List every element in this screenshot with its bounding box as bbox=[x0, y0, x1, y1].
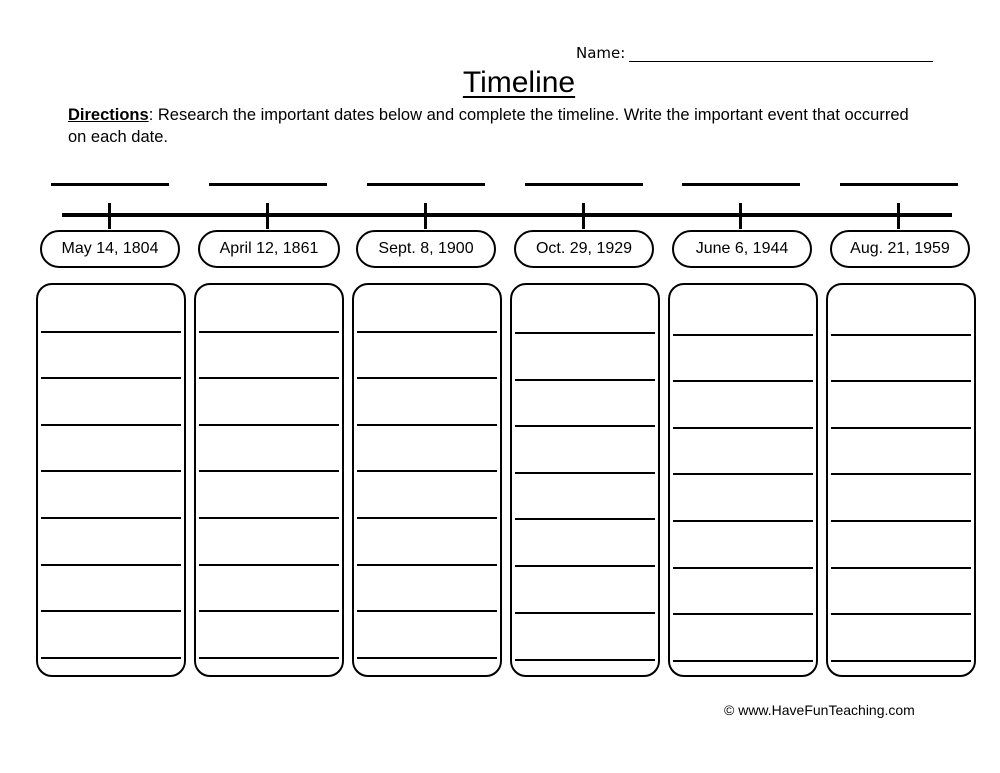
name-field bbox=[576, 44, 933, 62]
writing-line[interactable] bbox=[357, 424, 497, 426]
writing-line[interactable] bbox=[673, 660, 813, 662]
date-label-1: May 14, 1804 bbox=[40, 230, 180, 268]
date-label-4: Oct. 29, 1929 bbox=[514, 230, 654, 268]
date-label-5: June 6, 1944 bbox=[672, 230, 812, 268]
writing-line[interactable] bbox=[673, 334, 813, 336]
writing-line[interactable] bbox=[199, 331, 339, 333]
timeline-blank-5[interactable] bbox=[682, 183, 800, 186]
writing-line[interactable] bbox=[515, 565, 655, 567]
writing-line[interactable] bbox=[199, 377, 339, 379]
writing-line[interactable] bbox=[199, 564, 339, 566]
timeline-tick-5 bbox=[739, 203, 742, 229]
writing-line[interactable] bbox=[831, 567, 971, 569]
writing-line[interactable] bbox=[41, 424, 181, 426]
timeline-tick-4 bbox=[582, 203, 585, 229]
writing-line[interactable] bbox=[515, 659, 655, 661]
writing-line[interactable] bbox=[673, 380, 813, 382]
writing-line[interactable] bbox=[41, 564, 181, 566]
writing-line[interactable] bbox=[357, 610, 497, 612]
writing-line[interactable] bbox=[41, 517, 181, 519]
writing-line[interactable] bbox=[357, 564, 497, 566]
writing-line[interactable] bbox=[357, 657, 497, 659]
event-box-6[interactable] bbox=[826, 283, 976, 677]
writing-line[interactable] bbox=[515, 518, 655, 520]
timeline-tick-2 bbox=[266, 203, 269, 229]
writing-line[interactable] bbox=[41, 470, 181, 472]
date-label-2: April 12, 1861 bbox=[198, 230, 340, 268]
writing-line[interactable] bbox=[41, 377, 181, 379]
writing-line[interactable] bbox=[515, 379, 655, 381]
timeline-blank-1[interactable] bbox=[51, 183, 169, 186]
copyright-footer: © www.HaveFunTeaching.com bbox=[724, 702, 915, 718]
timeline-tick-6 bbox=[897, 203, 900, 229]
writing-line[interactable] bbox=[199, 610, 339, 612]
timeline-blank-3[interactable] bbox=[367, 183, 485, 186]
date-label-6: Aug. 21, 1959 bbox=[830, 230, 970, 268]
writing-line[interactable] bbox=[357, 517, 497, 519]
event-box-2[interactable] bbox=[194, 283, 344, 677]
writing-line[interactable] bbox=[41, 331, 181, 333]
writing-line[interactable] bbox=[199, 470, 339, 472]
timeline-tick-1 bbox=[108, 203, 111, 229]
writing-line[interactable] bbox=[41, 610, 181, 612]
writing-line[interactable] bbox=[41, 657, 181, 659]
date-label-3: Sept. 8, 1900 bbox=[356, 230, 496, 268]
writing-line[interactable] bbox=[831, 473, 971, 475]
writing-line[interactable] bbox=[357, 377, 497, 379]
writing-line[interactable] bbox=[357, 331, 497, 333]
writing-line[interactable] bbox=[673, 473, 813, 475]
page-title: Timeline bbox=[462, 66, 576, 99]
writing-line[interactable] bbox=[199, 517, 339, 519]
directions-text: : Research the important dates below and complete the timeline. Write the important event that occurred on each date. bbox=[68, 106, 909, 146]
directions-label: Directions bbox=[68, 106, 149, 124]
writing-line[interactable] bbox=[673, 427, 813, 429]
event-box-1[interactable] bbox=[36, 283, 186, 677]
writing-line[interactable] bbox=[831, 380, 971, 382]
writing-line[interactable] bbox=[831, 520, 971, 522]
timeline-blank-4[interactable] bbox=[525, 183, 643, 186]
writing-line[interactable] bbox=[831, 334, 971, 336]
writing-line[interactable] bbox=[831, 613, 971, 615]
writing-line[interactable] bbox=[515, 612, 655, 614]
writing-line[interactable] bbox=[673, 567, 813, 569]
name-label: Name: bbox=[576, 44, 626, 62]
writing-line[interactable] bbox=[357, 470, 497, 472]
writing-line[interactable] bbox=[831, 427, 971, 429]
timeline-blank-6[interactable] bbox=[840, 183, 958, 186]
writing-line[interactable] bbox=[515, 472, 655, 474]
writing-line[interactable] bbox=[515, 332, 655, 334]
writing-line[interactable] bbox=[515, 425, 655, 427]
timeline-axis bbox=[62, 213, 952, 217]
writing-line[interactable] bbox=[831, 660, 971, 662]
timeline-tick-3 bbox=[424, 203, 427, 229]
writing-line[interactable] bbox=[199, 657, 339, 659]
name-blank[interactable] bbox=[629, 45, 933, 62]
directions-paragraph bbox=[68, 104, 928, 148]
writing-line[interactable] bbox=[199, 424, 339, 426]
writing-line[interactable] bbox=[673, 613, 813, 615]
event-box-5[interactable] bbox=[668, 283, 818, 677]
writing-line[interactable] bbox=[673, 520, 813, 522]
event-box-4[interactable] bbox=[510, 283, 660, 677]
timeline-blank-2[interactable] bbox=[209, 183, 327, 186]
event-box-3[interactable] bbox=[352, 283, 502, 677]
